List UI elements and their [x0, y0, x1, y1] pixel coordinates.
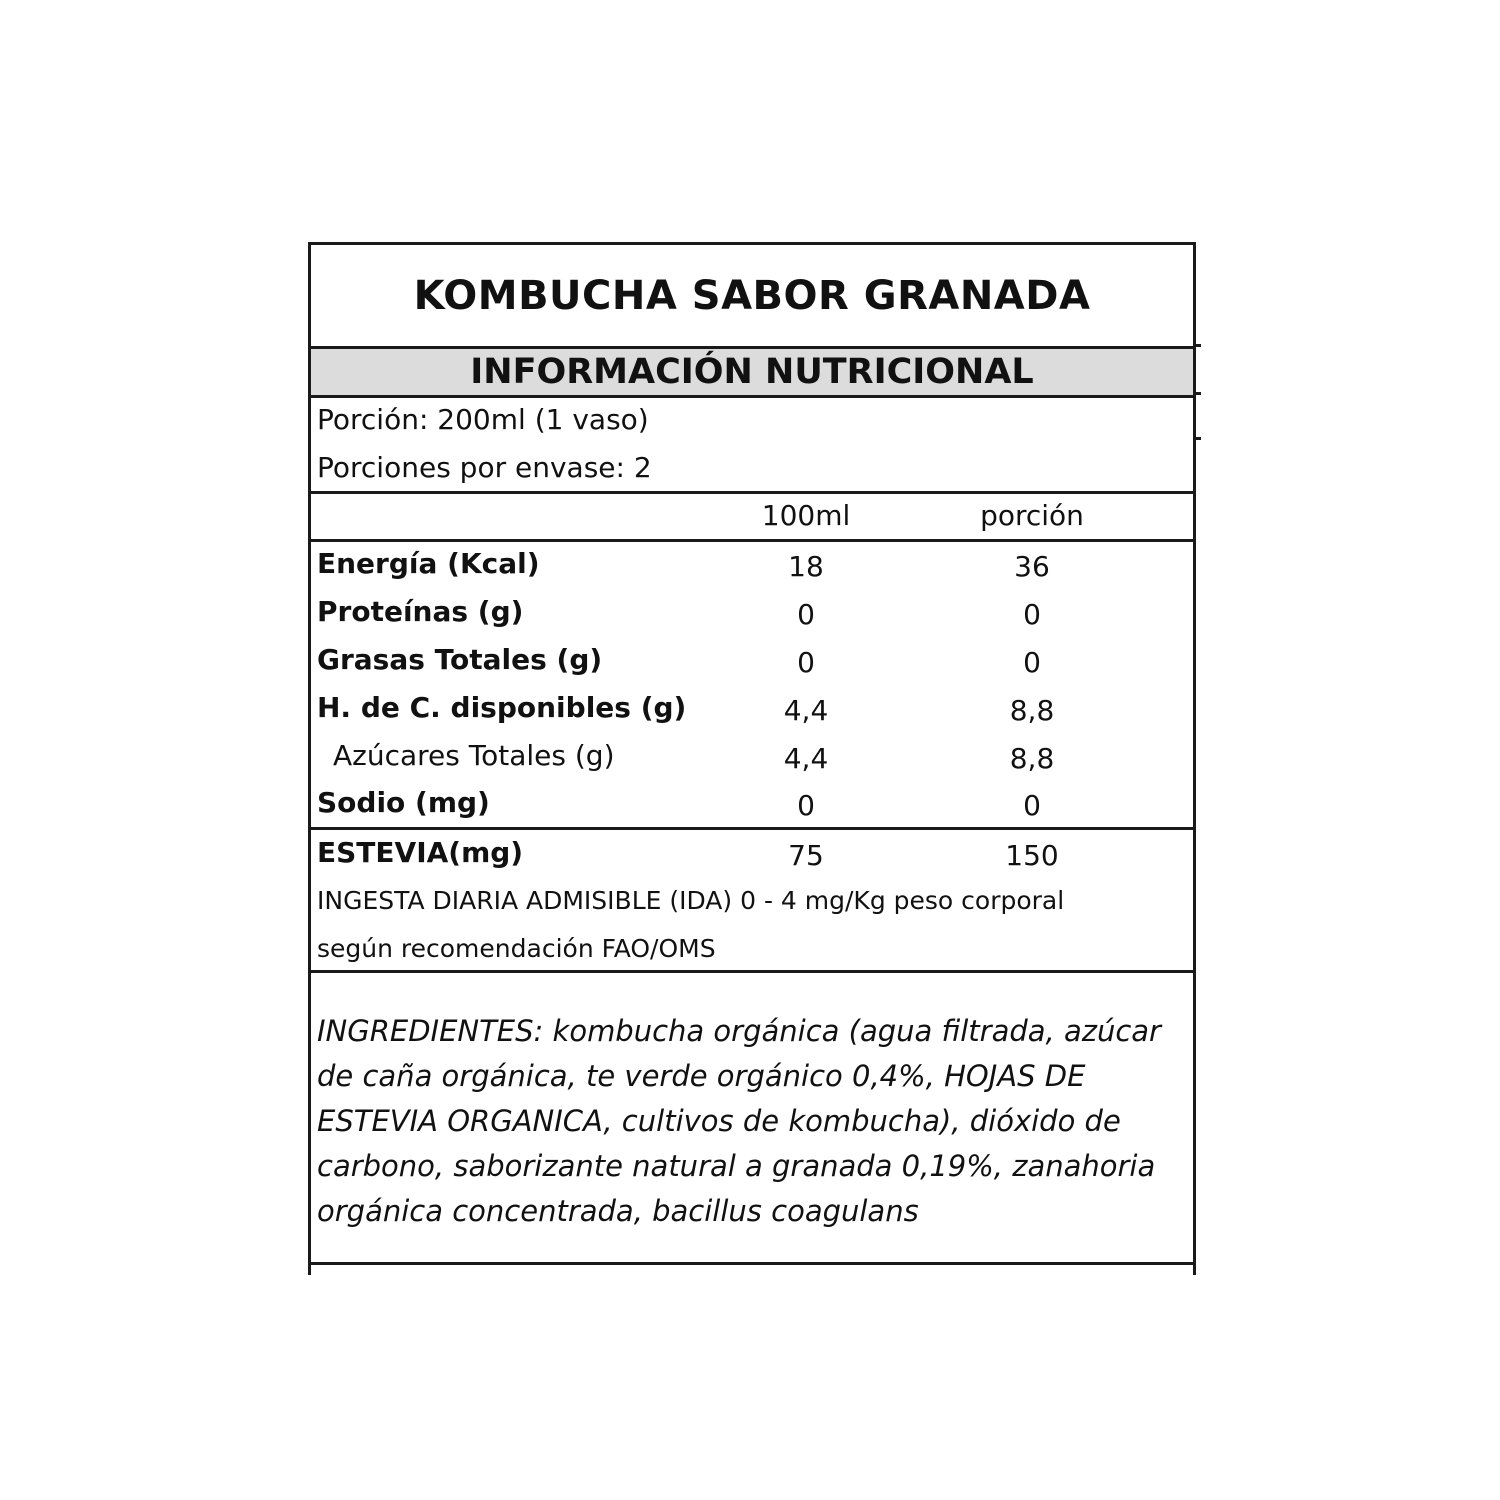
value-portion: 0	[1023, 598, 1041, 631]
nutrient-name: Sodio (mg)	[317, 786, 490, 819]
value-100ml: 4,4	[783, 694, 829, 727]
stevia-name: ESTEVIA(mg)	[317, 836, 524, 869]
ida-source: según recomendación FAO/OMS	[317, 934, 716, 963]
stevia-portion: 150	[1005, 839, 1059, 872]
nutrient-name: Energía (Kcal)	[317, 547, 540, 580]
value-portion: 36	[1014, 550, 1050, 583]
nutrition-label	[308, 242, 1196, 1275]
value-100ml: 4,4	[783, 742, 829, 775]
nutrient-name: H. de C. disponibles (g)	[317, 691, 687, 724]
value-portion: 0	[1023, 789, 1041, 822]
ingredients-text: INGREDIENTES: kombucha orgánica (agua filtrada, azúcar de caña orgánica, te verde orgánico 0,4%, HOJAS DE ESTEVIA ORGANICA, cultivos de kombucha), dióxido de carbono, saborizante natural a granada 0,19%, zanahoria orgánica concentrada, bacillus coagulans	[317, 1014, 1161, 1228]
value-100ml: 0	[797, 789, 815, 822]
nutrient-name: Azúcares Totales (g)	[333, 739, 615, 772]
column-header-portion: porción	[980, 499, 1084, 532]
value-portion: 8,8	[1009, 742, 1055, 775]
value-100ml: 0	[797, 598, 815, 631]
divider	[311, 970, 1193, 973]
divider	[311, 827, 1193, 830]
value-100ml: 18	[788, 550, 824, 583]
divider	[311, 491, 1193, 494]
ida-note: INGESTA DIARIA ADMISIBLE (IDA) 0 - 4 mg/Kg peso corporal	[317, 886, 1065, 915]
stevia-100ml: 75	[788, 839, 824, 872]
nutrient-name: Grasas Totales (g)	[317, 643, 603, 676]
column-header-100ml: 100ml	[761, 499, 851, 532]
nutrition-header: INFORMACIÓN NUTRICIONAL	[311, 349, 1193, 395]
divider	[1193, 392, 1201, 395]
divider	[1193, 437, 1201, 440]
value-100ml: 0	[797, 646, 815, 679]
nutrient-name: Proteínas (g)	[317, 595, 524, 628]
divider	[311, 1262, 1193, 1265]
divider	[1193, 344, 1201, 347]
divider	[311, 539, 1193, 542]
serving-size: Porción: 200ml (1 vaso)	[317, 403, 649, 436]
servings-per-pack: Porciones por envase: 2	[317, 451, 652, 484]
divider	[311, 395, 1193, 398]
value-portion: 8,8	[1009, 694, 1055, 727]
value-portion: 0	[1023, 646, 1041, 679]
product-title: KOMBUCHA SABOR GRANADA	[413, 272, 1091, 319]
